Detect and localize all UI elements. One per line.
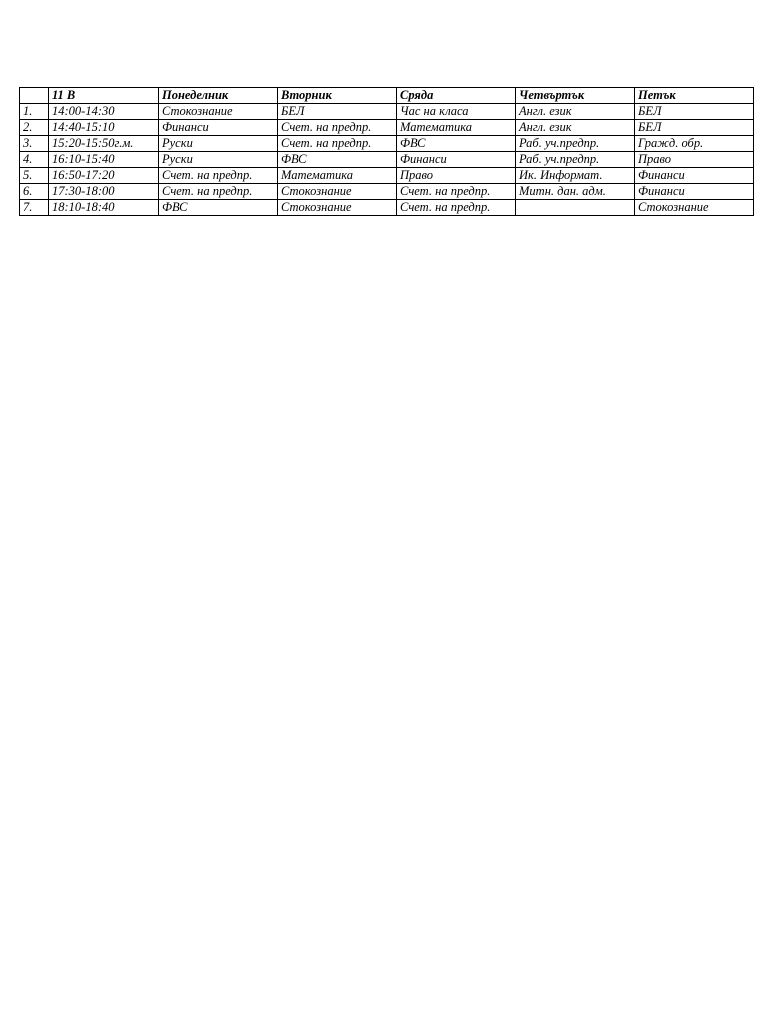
cell-tuesday: Математика (278, 168, 397, 184)
cell-wednesday: ФВС (397, 136, 516, 152)
cell-time: 15:20-15:50г.м. (49, 136, 159, 152)
cell-period-number: 3. (20, 136, 49, 152)
table-row (20, 120, 754, 136)
cell-monday: Финанси (159, 120, 278, 136)
header-cell-monday: Понеделник (159, 88, 278, 104)
table-row (20, 168, 754, 184)
cell-monday: Стокознание (159, 104, 278, 120)
cell-period-number: 1. (20, 104, 49, 120)
cell-time: 14:00-14:30 (49, 104, 159, 120)
cell-monday: Руски (159, 152, 278, 168)
cell-period-number: 4. (20, 152, 49, 168)
cell-wednesday: Математика (397, 120, 516, 136)
cell-wednesday: Право (397, 168, 516, 184)
cell-time: 16:50-17:20 (49, 168, 159, 184)
cell-period-number: 2. (20, 120, 49, 136)
header-cell-number (20, 88, 49, 104)
cell-thursday: Англ. език (516, 120, 635, 136)
table-row (20, 136, 754, 152)
cell-period-number: 5. (20, 168, 49, 184)
cell-friday: БЕЛ (635, 104, 754, 120)
cell-wednesday: Час на класа (397, 104, 516, 120)
cell-time: 16:10-15:40 (49, 152, 159, 168)
cell-friday: Финанси (635, 168, 754, 184)
header-row (20, 88, 754, 104)
cell-tuesday: Стокознание (278, 184, 397, 200)
cell-tuesday: Счет. на предпр. (278, 136, 397, 152)
cell-friday: Стокознание (635, 200, 754, 216)
header-cell-thursday: Четвъртък (516, 88, 635, 104)
cell-thursday: Митн. дан. адм. (516, 184, 635, 200)
cell-time: 17:30-18:00 (49, 184, 159, 200)
cell-monday: Счет. на предпр. (159, 184, 278, 200)
cell-period-number: 6. (20, 184, 49, 200)
cell-tuesday: ФВС (278, 152, 397, 168)
cell-wednesday: Финанси (397, 152, 516, 168)
cell-friday: Право (635, 152, 754, 168)
cell-friday: БЕЛ (635, 120, 754, 136)
cell-thursday: Раб. уч.предпр. (516, 136, 635, 152)
cell-wednesday: Счет. на предпр. (397, 184, 516, 200)
cell-friday: Финанси (635, 184, 754, 200)
table-row (20, 184, 754, 200)
cell-monday: ФВС (159, 200, 278, 216)
table-row (20, 200, 754, 216)
header-cell-friday: Петък (635, 88, 754, 104)
schedule-table (19, 87, 754, 216)
cell-thursday: Ик. Информат. (516, 168, 635, 184)
cell-tuesday: Счет. на предпр. (278, 120, 397, 136)
header-cell-tuesday: Вторник (278, 88, 397, 104)
cell-time: 14:40-15:10 (49, 120, 159, 136)
cell-monday: Счет. на предпр. (159, 168, 278, 184)
cell-time: 18:10-18:40 (49, 200, 159, 216)
cell-thursday: Англ. език (516, 104, 635, 120)
header-cell-wednesday: Сряда (397, 88, 516, 104)
table-row (20, 152, 754, 168)
table-row (20, 104, 754, 120)
cell-monday: Руски (159, 136, 278, 152)
cell-period-number: 7. (20, 200, 49, 216)
cell-wednesday: Счет. на предпр. (397, 200, 516, 216)
header-cell-class: 11 В (49, 88, 159, 104)
cell-tuesday: Стокознание (278, 200, 397, 216)
cell-friday: Гражд. обр. (635, 136, 754, 152)
cell-thursday: Раб. уч.предпр. (516, 152, 635, 168)
cell-tuesday: БЕЛ (278, 104, 397, 120)
cell-thursday (516, 200, 635, 216)
